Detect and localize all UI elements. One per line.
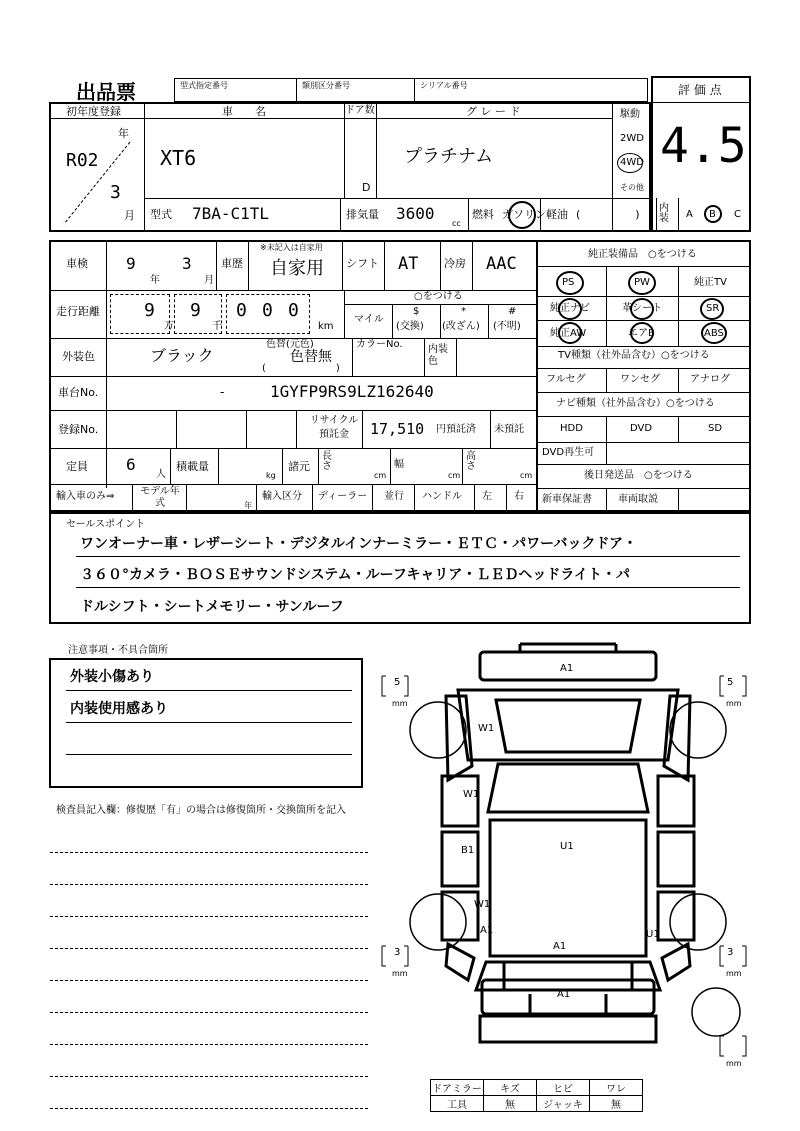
equip-tv: 純正TV xyxy=(694,277,727,288)
equipment-title: 純正装備品 ○をつける xyxy=(588,249,697,260)
capacity-value: 6 xyxy=(126,455,136,474)
fuel-gasoline: ガソリン xyxy=(502,208,546,221)
mark-front-fender: W1 xyxy=(478,723,495,734)
mark-front-bumper: A1 xyxy=(560,663,574,674)
navi-dvd: DVD xyxy=(630,423,653,434)
equip-airbag: エアB xyxy=(628,328,655,339)
doors-label: ドア数 xyxy=(345,105,375,116)
load-unit: kg xyxy=(266,471,276,480)
equip-navi-circle xyxy=(558,298,582,320)
repaint-value: 色替無 xyxy=(290,349,332,365)
later-manual: 車両取説 xyxy=(618,494,658,505)
interior-c: C xyxy=(734,209,741,220)
damage-legend xyxy=(430,1079,643,1112)
model-value: 7BA-C1TL xyxy=(192,204,270,223)
displacement-value: 3600 xyxy=(396,204,435,223)
tire-rear-left: 3 xyxy=(394,947,401,958)
history-note: ※未記入は自家用 xyxy=(260,243,323,252)
tire-front-left: 5 xyxy=(394,677,401,688)
altered-sym: * xyxy=(461,306,466,317)
legend-mirror: ドアミラー xyxy=(431,1080,484,1096)
legend-tools-label: 工具 xyxy=(431,1096,484,1112)
car-diagram xyxy=(378,640,758,1080)
shaken-month-unit: 月 xyxy=(204,275,214,286)
equip-navi: 純正ナビ xyxy=(550,303,590,314)
color-no-label: カラーNo. xyxy=(356,339,403,350)
first-reg-month: 3 xyxy=(110,182,121,203)
handle-label: ハンドル xyxy=(422,491,462,502)
equip-ps-circle xyxy=(556,271,584,295)
equip-sr-circle xyxy=(700,298,724,320)
mark-front-door: W1 xyxy=(463,789,480,800)
fuel-light: 軽油 xyxy=(546,208,568,221)
mileage-sen: 千 xyxy=(212,321,222,332)
shift-value: AT xyxy=(398,254,419,274)
recycle-unit: 円預託済 xyxy=(436,424,476,435)
shaken-label: 車検 xyxy=(66,257,88,270)
drive-4wd: 4WD xyxy=(620,157,644,168)
tire-rear-left-mm: mm xyxy=(392,969,408,978)
drive-other: その他 xyxy=(620,183,644,192)
drive-4wd-circle xyxy=(617,153,643,173)
interior-b-circle xyxy=(704,205,722,223)
fuel-gasoline-circle xyxy=(508,201,536,229)
color-label: 外装色 xyxy=(62,350,95,363)
mileage-km: km xyxy=(318,321,334,332)
mileage-digit-3: 0 xyxy=(236,300,247,321)
model-designation-label: 型式指定番号 xyxy=(180,81,228,90)
chassis-value: 1GYFP9RS9LZ162640 xyxy=(270,382,434,401)
repaint-paren: ( ) xyxy=(262,363,340,374)
legend-tools-value: 無 xyxy=(484,1096,537,1112)
grade-value: プラチナム xyxy=(404,146,494,167)
model-year-unit: 年 xyxy=(244,501,252,510)
recycle-value: 17,510 xyxy=(370,420,425,438)
length-cm: cm xyxy=(374,471,387,480)
later-warranty: 新車保証書 xyxy=(542,494,592,505)
chassis-label: 車台No. xyxy=(58,386,99,399)
year-unit: 年 xyxy=(118,127,129,140)
recycle-label: リサイクル預託金 xyxy=(309,415,359,440)
height-label: 高さ xyxy=(466,451,476,472)
reg-label: 登録No. xyxy=(58,423,99,436)
unknown-label: (不明) xyxy=(493,321,521,332)
tv-fullseg: フルセグ xyxy=(546,374,586,385)
fuel-label: 燃料 xyxy=(472,208,494,221)
sales-line-1: ワンオーナー車・レザーシート・デジタルインナーミラー・ＥＴＣ・パワーバックドア・ xyxy=(80,536,638,552)
month-unit: 月 xyxy=(124,209,135,222)
tire-front-right: 5 xyxy=(727,677,734,688)
load-label: 積載量 xyxy=(176,460,209,473)
sales-line-3: ドルシフト・シートメモリー・サンルーフ xyxy=(80,599,344,615)
tire-rear-right-mm: mm xyxy=(726,969,742,978)
equip-pw: PW xyxy=(634,277,650,288)
equip-sr: SR xyxy=(706,303,720,314)
legend-break: ワレ xyxy=(590,1080,643,1096)
tv-analog: アナログ xyxy=(690,374,730,385)
notes-label: 注意事項・不具合箇所 xyxy=(68,645,168,656)
drive-2wd: 2WD xyxy=(620,133,644,144)
handle-right: 右 xyxy=(514,491,524,502)
color-value: ブラック xyxy=(150,346,214,365)
equip-abs-circle xyxy=(701,322,727,344)
mark-back-door: A1 xyxy=(553,941,567,952)
equip-airbag-circle xyxy=(630,322,654,344)
exchange-label: (交換) xyxy=(396,321,424,332)
altered-label: (改ざん) xyxy=(442,321,480,332)
mark-roof: U1 xyxy=(560,841,574,852)
tire-front-left-mm: mm xyxy=(392,699,408,708)
model-year-label: モデル年式 xyxy=(140,486,180,509)
navi-hdd: HDD xyxy=(560,423,583,434)
shaken-year-unit: 年 xyxy=(150,275,160,286)
legend-jack-label: ジャッキ xyxy=(537,1096,590,1112)
handle-left: 左 xyxy=(482,491,492,502)
import-only-label: 輸入車のみ⇒ xyxy=(56,491,115,502)
dvd-play-label: DVD再生可 xyxy=(542,447,595,458)
mark-rear-right: U1 xyxy=(646,929,660,940)
equip-ps: PS xyxy=(562,277,575,288)
navi-title: ナビ種類（社外品含む）○をつける xyxy=(556,398,715,409)
unknown-sym: # xyxy=(508,306,517,317)
page-title: 出品票 xyxy=(76,80,136,104)
mark-rear-quarter: A1 xyxy=(480,925,494,936)
first-reg-era: R02 xyxy=(66,150,99,171)
tire-rear-right: 3 xyxy=(727,947,734,958)
header-number-strip xyxy=(174,78,648,102)
notes-line-2: 内装使用感あり xyxy=(70,701,168,717)
interior-b: B xyxy=(709,209,716,220)
height-cm: cm xyxy=(520,471,533,480)
capacity-unit: 人 xyxy=(156,469,166,480)
drive-label: 駆動 xyxy=(620,109,640,120)
equip-aw-circle xyxy=(558,322,582,344)
recycle-pending: 未預託 xyxy=(494,424,524,435)
mark-rear-door: B1 xyxy=(461,845,475,856)
sales-label: セールスポイント xyxy=(66,519,146,530)
mark-rear-bumper: A1 xyxy=(557,989,571,1000)
navi-sd: SD xyxy=(708,423,723,434)
legend-jack-value: 無 xyxy=(590,1096,643,1112)
sales-line-2: ３６０°カメラ・ＢＯＳＥサウンドシステム・ルーフキャリア・ＬＥＤヘッドライト・パ xyxy=(80,567,630,583)
mileage-man: 万 xyxy=(164,321,174,332)
first-reg-label: 初年度登録 xyxy=(66,105,121,118)
notes-line-1: 外装小傷あり xyxy=(70,669,154,685)
shaken-month: 3 xyxy=(182,254,192,273)
mileage-digit-4: 0 xyxy=(262,300,273,321)
tv-oneseg: ワンセグ xyxy=(620,374,660,385)
import-type-label: 輸入区分 xyxy=(262,491,302,502)
score-label: 評 価 点 xyxy=(678,83,722,97)
mileage-digit-box-1 xyxy=(110,294,170,334)
exchange-sym: $ xyxy=(413,306,420,317)
mileage-digit-5: 0 xyxy=(288,300,299,321)
dims-label: 諸元 xyxy=(288,460,310,473)
doors-value: D xyxy=(362,181,371,194)
repaint-label: 色替(元色) xyxy=(266,339,314,350)
cc-unit: cc xyxy=(452,219,461,228)
ac-value: AAC xyxy=(486,254,517,274)
mileage-circle-note: ○をつける xyxy=(414,291,463,302)
equip-leather: 革シート xyxy=(622,303,662,314)
interior-a: A xyxy=(686,209,693,220)
first-reg-slash xyxy=(58,138,138,228)
equip-aw: 純正AW xyxy=(550,328,587,339)
equip-leather-circle xyxy=(630,298,654,320)
mileage-digit-1: 9 xyxy=(144,300,155,321)
width-cm: cm xyxy=(448,471,461,480)
interior-label: 内装 xyxy=(659,203,669,224)
import-parallel: 並行 xyxy=(384,491,404,502)
model-label: 型式 xyxy=(150,208,172,221)
equip-pw-circle xyxy=(628,271,656,295)
interior-color-label: 内装色 xyxy=(428,344,448,367)
width-label: 幅 xyxy=(394,459,404,470)
history-value: 自家用 xyxy=(270,258,324,279)
history-label: 車歴 xyxy=(221,257,243,270)
vehicle-name: XT6 xyxy=(160,146,197,170)
import-dealer: ディーラー xyxy=(318,491,368,502)
capacity-label: 定員 xyxy=(66,460,88,473)
fuel-paren: ( ) xyxy=(576,208,640,221)
mileage-label: 走行距離 xyxy=(56,305,100,318)
length-label: 長さ xyxy=(322,451,332,472)
category-label: 類別区分番号 xyxy=(302,81,350,90)
grade-label: グ レ ー ド xyxy=(466,105,521,118)
name-label: 車 名 xyxy=(222,105,266,118)
mile-label: マイル xyxy=(354,314,384,325)
shift-label: シフト xyxy=(346,257,379,270)
mark-rear-fender: W1 xyxy=(474,899,491,910)
shaken-year: 9 xyxy=(126,254,136,273)
legend-scratch: キズ xyxy=(484,1080,537,1096)
displacement-label: 排気量 xyxy=(346,208,379,221)
score-value: 4.5 xyxy=(660,118,747,174)
tire-front-right-mm: mm xyxy=(726,699,742,708)
inspector-label: 検査員記入欄：修復歴「有」の場合は修復箇所・交換箇所を記入 xyxy=(56,805,346,816)
tv-title: TV種類（社外品含む）○をつける xyxy=(558,350,710,361)
mileage-digit-2: 9 xyxy=(190,300,201,321)
tire-spare-mm: mm xyxy=(726,1059,742,1068)
serial-label: シリアル番号 xyxy=(420,81,468,90)
later-title: 後日発送品 ○をつける xyxy=(584,470,693,481)
ac-label: 冷房 xyxy=(444,257,466,270)
equip-abs: ABS xyxy=(704,328,724,339)
chassis-dash: - xyxy=(220,385,225,399)
legend-crack: ヒビ xyxy=(537,1080,590,1096)
